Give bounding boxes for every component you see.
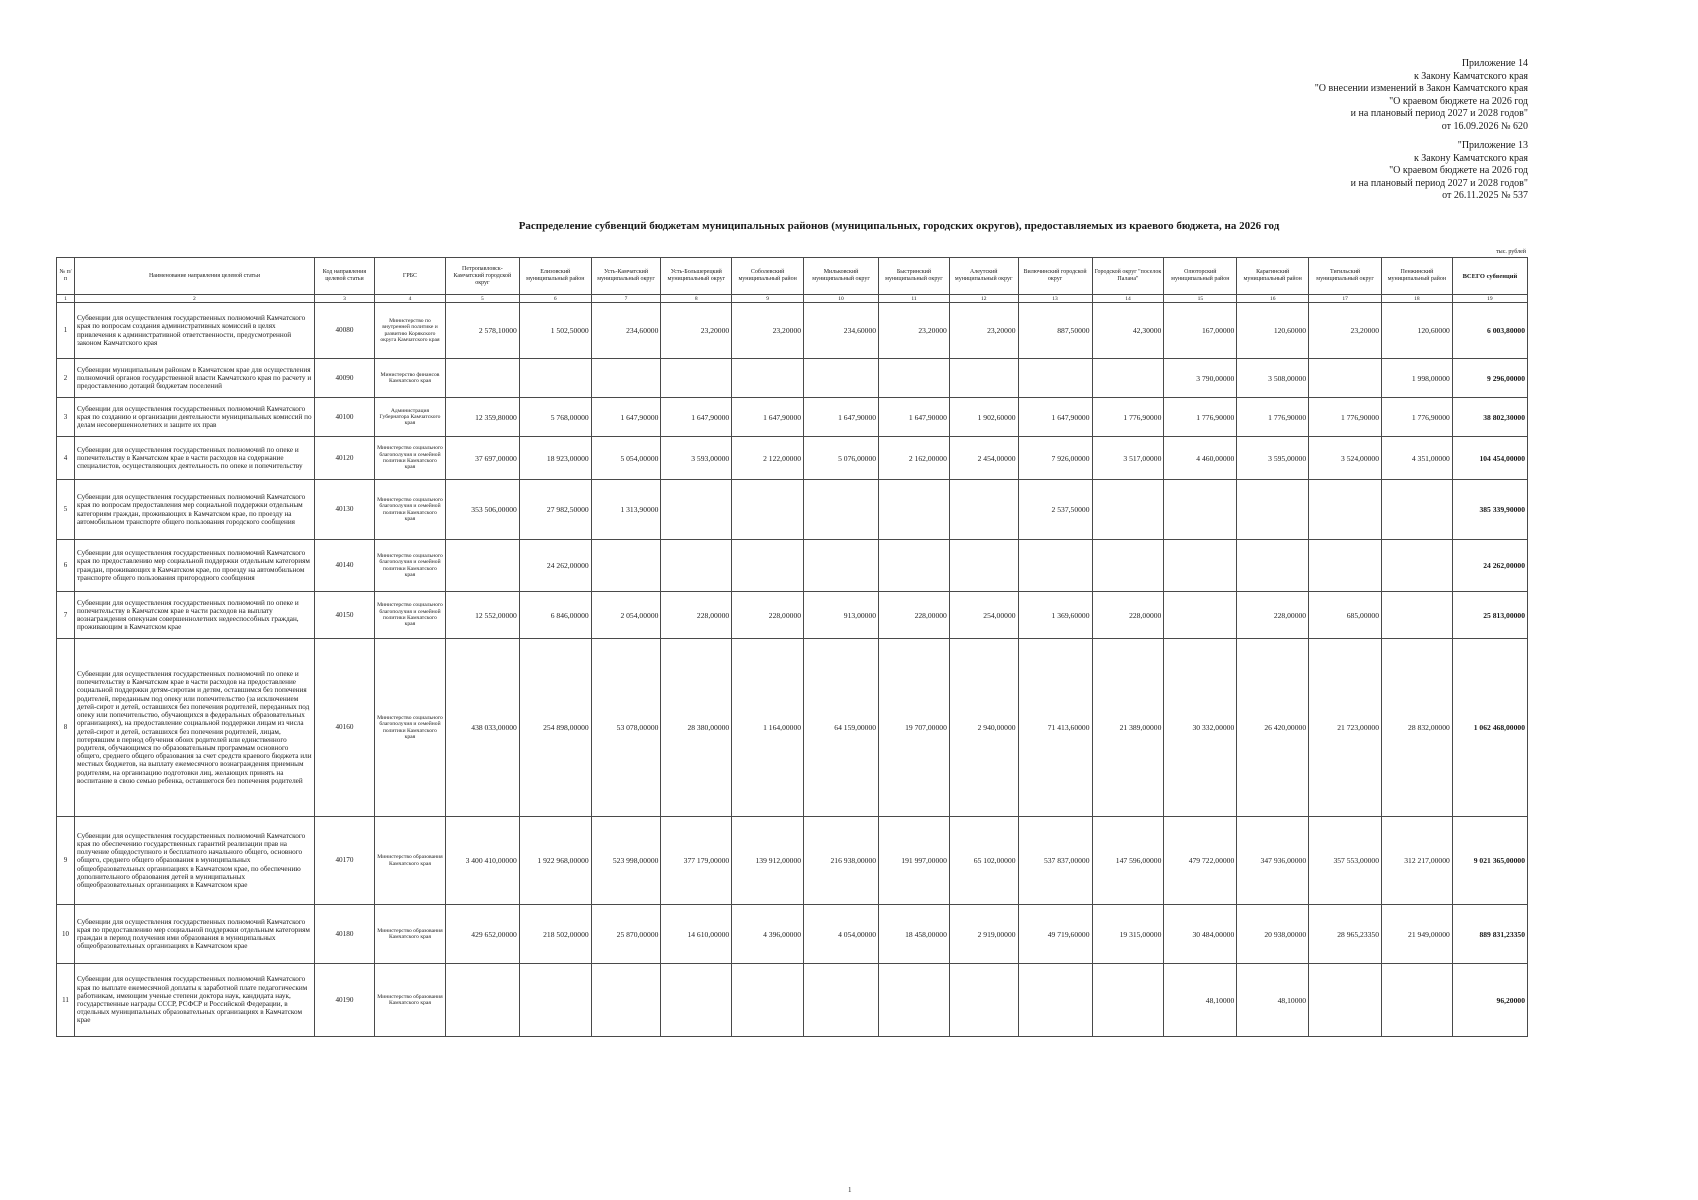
amount-cell — [1092, 964, 1164, 1037]
amount-cell — [1092, 480, 1164, 540]
amount-cell — [1309, 480, 1382, 540]
amount-cell: 1 776,90000 — [1309, 398, 1382, 437]
amount-cell: 48,10000 — [1237, 964, 1309, 1037]
amount-cell: 1 776,90000 — [1382, 398, 1453, 437]
column-number: 8 — [661, 295, 732, 303]
article-name-cell: Субвенции для осуществления государственных полномочий по опеке и попечительству в Камчатском крае в части расходов на содержание специалистов, осуществляющих деятельность по опеке и попечительству — [74, 437, 314, 480]
column-header: ГРБС — [375, 258, 446, 295]
article-code-cell: 40140 — [314, 540, 374, 592]
amount-cell: 913,00000 — [804, 592, 879, 639]
header-line: Приложение 14 — [1461, 58, 1528, 69]
row-number-cell: 6 — [57, 540, 75, 592]
amount-cell: 1 776,90000 — [1092, 398, 1164, 437]
article-name-cell: Субвенции для осуществления государственных полномочий Камчатского края по обеспечению государственных гарантий реализации прав на получение общедоступного и бесплатного начального общего, основного общего, среднего общего образования в муниципальных общеобразовательных организациях в Камчатском крае, по обеспечению дополнительного образования детей в муниципальных общеобразовательных организациях в Камчатском крае — [74, 817, 314, 905]
amount-cell — [1382, 480, 1453, 540]
amount-cell: 3 524,00000 — [1309, 437, 1382, 480]
amount-cell: 1 164,00000 — [732, 639, 804, 817]
amount-cell: 65 102,00000 — [949, 817, 1018, 905]
amount-cell: 2 122,00000 — [732, 437, 804, 480]
amount-cell: 1 647,90000 — [879, 398, 950, 437]
amount-cell: 4 396,00000 — [732, 905, 804, 964]
amount-cell: 21 949,00000 — [1382, 905, 1453, 964]
column-header: Мильковский муниципальный округ — [804, 258, 879, 295]
table-body — [57, 303, 1528, 1037]
amount-cell: 1 776,90000 — [1164, 398, 1237, 437]
header-line: "О краевом бюджете на 2026 год — [1389, 95, 1528, 107]
amount-cell: 19 707,00000 — [879, 639, 950, 817]
amount-cell — [949, 480, 1018, 540]
header-line: от 26.11.2025 № 537 — [1442, 190, 1528, 202]
amount-cell: 234,60000 — [591, 303, 661, 359]
amount-cell: 1 313,90000 — [591, 480, 661, 540]
article-name-cell: Субвенции для осуществления государственных полномочий Камчатского края по вопросам предоставления мер социальной поддержки отдельным категориям граждан, проживающих в Камчатском крае, по проезду на автомобильном транспорте общего пользования городского сообщения — [74, 480, 314, 540]
column-number: 7 — [591, 295, 661, 303]
amount-cell: 20 938,00000 — [1237, 905, 1309, 964]
article-name-cell: Субвенции для осуществления государственных полномочий Камчатского края по предоставлению мер социальной поддержки отдельным категориям граждан, проживающих в Камчатском крае, по проезду на автомобильном транспорте общего пользования пригородного сообщения — [74, 540, 314, 592]
amount-cell: 3 517,00000 — [1092, 437, 1164, 480]
row-number-cell: 2 — [57, 359, 75, 398]
amount-cell — [732, 540, 804, 592]
amount-cell: 1 369,60000 — [1018, 592, 1092, 639]
amount-cell: 4 460,00000 — [1164, 437, 1237, 480]
column-number: 9 — [732, 295, 804, 303]
amount-cell: 254,00000 — [949, 592, 1018, 639]
amount-cell — [879, 359, 950, 398]
table-row — [57, 480, 1528, 540]
amount-cell — [804, 359, 879, 398]
amount-cell: 37 697,00000 — [445, 437, 519, 480]
amount-cell — [519, 964, 591, 1037]
column-number: 1 — [57, 295, 75, 303]
original-law-header — [1351, 140, 1528, 203]
amount-cell: 228,00000 — [1237, 592, 1309, 639]
amount-cell: 429 652,00000 — [445, 905, 519, 964]
total-cell: 9 021 365,00000 — [1452, 817, 1527, 905]
amount-cell — [661, 964, 732, 1037]
grbs-cell: Министерство социального благополучия и семейной политики Камчатского края — [375, 437, 446, 480]
header-line: "О краевом бюджете на 2026 год — [1389, 165, 1528, 177]
table-row — [57, 905, 1528, 964]
column-number: 2 — [74, 295, 314, 303]
column-number: 13 — [1018, 295, 1092, 303]
row-number-cell: 9 — [57, 817, 75, 905]
amount-cell — [949, 359, 1018, 398]
amount-cell: 23,20000 — [732, 303, 804, 359]
amount-cell: 12 552,00000 — [445, 592, 519, 639]
amount-cell — [1237, 540, 1309, 592]
column-header-row — [57, 258, 1528, 295]
amount-cell — [732, 964, 804, 1037]
amount-cell: 24 262,00000 — [519, 540, 591, 592]
column-header: Карагинский муниципальный район — [1237, 258, 1309, 295]
amount-cell: 1 998,00000 — [1382, 359, 1453, 398]
amount-cell — [879, 540, 950, 592]
column-header: Елизовский муниципальный район — [519, 258, 591, 295]
amount-cell — [445, 359, 519, 398]
amount-cell: 228,00000 — [879, 592, 950, 639]
total-cell: 24 262,00000 — [1452, 540, 1527, 592]
amount-cell: 30 332,00000 — [1164, 639, 1237, 817]
amount-cell — [661, 540, 732, 592]
amount-cell: 228,00000 — [1092, 592, 1164, 639]
total-cell: 385 339,90000 — [1452, 480, 1527, 540]
article-name-cell: Субвенции для осуществления государственных полномочий по опеке и попечительству в Камчатском крае в части расходов на выплату вознаграждения опекунам совершеннолетних недееспособных граждан, проживающим в Камчатском крае — [74, 592, 314, 639]
amount-cell: 2 162,00000 — [879, 437, 950, 480]
amount-cell: 18 458,00000 — [879, 905, 950, 964]
amount-cell: 147 596,00000 — [1092, 817, 1164, 905]
amount-cell: 28 832,00000 — [1382, 639, 1453, 817]
column-number: 11 — [879, 295, 950, 303]
total-cell: 104 454,00000 — [1452, 437, 1527, 480]
amount-cell: 685,00000 — [1309, 592, 1382, 639]
amount-cell — [1164, 480, 1237, 540]
column-header: Усть-Большерецкий муниципальный округ — [661, 258, 732, 295]
amount-cell: 5 076,00000 — [804, 437, 879, 480]
amount-cell: 887,50000 — [1018, 303, 1092, 359]
total-cell: 889 831,23350 — [1452, 905, 1527, 964]
article-name-cell: Субвенции для осуществления государственных полномочий Камчатского края по вопросам создания административных комиссий в целях привлечения к административной ответственности, предусмотренной законом Камчатского края — [74, 303, 314, 359]
amount-cell — [591, 540, 661, 592]
amount-cell: 3 790,00000 — [1164, 359, 1237, 398]
amount-cell — [1092, 359, 1164, 398]
amount-cell — [445, 540, 519, 592]
header-line: и на плановый период 2027 и 2028 годов" — [1350, 177, 1528, 189]
amount-cell: 1 647,90000 — [591, 398, 661, 437]
column-header: Городской округ "поселок Палана" — [1092, 258, 1164, 295]
grbs-cell: Министерство образования Камчатского края — [375, 905, 446, 964]
amount-cell: 5 054,00000 — [591, 437, 661, 480]
amount-cell: 53 078,00000 — [591, 639, 661, 817]
amount-cell: 25 870,00000 — [591, 905, 661, 964]
grbs-cell: Министерство социального благополучия и семейной политики Камчатского края — [375, 540, 446, 592]
grbs-cell: Министерство образования Камчатского края — [375, 817, 446, 905]
column-header: № п/п — [57, 258, 75, 295]
grbs-cell: Администрация Губернатора Камчатского края — [375, 398, 446, 437]
article-code-cell: 40180 — [314, 905, 374, 964]
amount-cell: 3 595,00000 — [1237, 437, 1309, 480]
column-header: Тигильский муниципальный округ — [1309, 258, 1382, 295]
column-number: 3 — [314, 295, 374, 303]
amount-cell: 3 508,00000 — [1237, 359, 1309, 398]
amount-cell: 523 998,00000 — [591, 817, 661, 905]
article-code-cell: 40100 — [314, 398, 374, 437]
amount-cell: 2 919,00000 — [949, 905, 1018, 964]
amount-cell: 23,20000 — [949, 303, 1018, 359]
amount-cell: 42,30000 — [1092, 303, 1164, 359]
row-number-cell: 3 — [57, 398, 75, 437]
amount-cell — [949, 964, 1018, 1037]
column-number: 4 — [375, 295, 446, 303]
grbs-cell: Министерство по внутренней политике и развитию Корякского округа Камчатского края — [375, 303, 446, 359]
amount-cell: 2 537,50000 — [1018, 480, 1092, 540]
amount-cell — [1382, 540, 1453, 592]
amount-cell: 5 768,00000 — [519, 398, 591, 437]
row-number-cell: 4 — [57, 437, 75, 480]
column-number: 18 — [1382, 295, 1453, 303]
grbs-cell: Министерство социального благополучия и семейной политики Камчатского края — [375, 639, 446, 817]
amount-cell — [1018, 964, 1092, 1037]
amount-cell: 438 033,00000 — [445, 639, 519, 817]
column-number: 6 — [519, 295, 591, 303]
amount-cell: 23,20000 — [879, 303, 950, 359]
amount-cell: 1 647,90000 — [1018, 398, 1092, 437]
amount-cell: 2 940,00000 — [949, 639, 1018, 817]
amount-cell: 537 837,00000 — [1018, 817, 1092, 905]
header-line: от 16.09.2026 № 620 — [1441, 120, 1528, 132]
amount-cell: 1 922 968,00000 — [519, 817, 591, 905]
amount-cell: 120,60000 — [1237, 303, 1309, 359]
amount-cell: 1 647,90000 — [732, 398, 804, 437]
column-number-row — [57, 295, 1528, 303]
table-row — [57, 359, 1528, 398]
amount-cell — [879, 480, 950, 540]
amount-cell — [1309, 359, 1382, 398]
amount-cell: 30 484,00000 — [1164, 905, 1237, 964]
amount-cell: 479 722,00000 — [1164, 817, 1237, 905]
article-code-cell: 40170 — [314, 817, 374, 905]
amount-cell: 3 400 410,00000 — [445, 817, 519, 905]
amount-cell: 353 506,00000 — [445, 480, 519, 540]
column-header: Вилючинский городской округ — [1018, 258, 1092, 295]
column-header: Алеутский муниципальный округ — [949, 258, 1018, 295]
amount-cell: 377 179,00000 — [661, 817, 732, 905]
table-row — [57, 592, 1528, 639]
amount-cell — [519, 359, 591, 398]
column-number: 12 — [949, 295, 1018, 303]
amount-cell — [445, 964, 519, 1037]
amount-cell: 4 351,00000 — [1382, 437, 1453, 480]
total-cell: 25 813,00000 — [1452, 592, 1527, 639]
amount-cell: 312 217,00000 — [1382, 817, 1453, 905]
column-number: 10 — [804, 295, 879, 303]
header-line: "О внесении изменений в Закон Камчатского края — [1314, 83, 1528, 95]
amount-cell: 71 413,60000 — [1018, 639, 1092, 817]
row-number-cell: 1 — [57, 303, 75, 359]
amount-cell — [1382, 592, 1453, 639]
column-header: Код направления целевой статьи — [314, 258, 374, 295]
total-cell: 6 003,80000 — [1452, 303, 1527, 359]
page-mark: 1 — [848, 1186, 852, 1194]
amount-cell: 21 389,00000 — [1092, 639, 1164, 817]
article-name-cell: Субвенции для осуществления государственных полномочий по опеке и попечительству в Камчатском крае в части расходов на предоставление социальной поддержки детям-сиротам и детям, оставшимся без попечения родителей, переданным под опеку или попечительство (за исключением детей-сирот и детей, оставшихся без попечения родителей, переданных под опеку или попечительство, обучающихся в федеральных образовательных организациях), на предоставление социальной поддержки лицам из числа детей-сирот и детей, оставшихся без попечения родителей, лицам, потерявшим в период обучения обоих родителей или единственного родителя, обучающимся по образовательным программам основного общего, среднего общего образования за счет средств краевого бюджета или местных бюджетов, на выплату ежемесячного вознаграждения приемным родителям, на организацию подготовки лиц, желающих принять на воспитание в свою семью ребенка, оставшегося без попечения родителей — [74, 639, 314, 817]
amount-cell — [949, 540, 1018, 592]
table-row — [57, 398, 1528, 437]
column-number: 17 — [1309, 295, 1382, 303]
amount-cell: 254 898,00000 — [519, 639, 591, 817]
amount-cell: 1 776,90000 — [1237, 398, 1309, 437]
column-number: 19 — [1452, 295, 1527, 303]
grbs-cell: Министерство социального благополучия и семейной политики Камчатского края — [375, 592, 446, 639]
header-line: "Приложение 13 — [1457, 140, 1528, 151]
amount-cell: 14 610,00000 — [661, 905, 732, 964]
column-number: 16 — [1237, 295, 1309, 303]
row-number-cell: 10 — [57, 905, 75, 964]
table-row — [57, 303, 1528, 359]
amount-cell: 357 553,00000 — [1309, 817, 1382, 905]
amount-cell: 19 315,00000 — [1092, 905, 1164, 964]
article-code-cell: 40090 — [314, 359, 374, 398]
amount-cell: 191 997,00000 — [879, 817, 950, 905]
amount-cell: 23,20000 — [1309, 303, 1382, 359]
column-number: 15 — [1164, 295, 1237, 303]
amount-cell: 228,00000 — [661, 592, 732, 639]
amount-cell: 167,00000 — [1164, 303, 1237, 359]
amount-cell: 7 926,00000 — [1018, 437, 1092, 480]
article-code-cell: 40120 — [314, 437, 374, 480]
amount-cell — [879, 964, 950, 1037]
amount-cell: 3 593,00000 — [661, 437, 732, 480]
amount-cell: 216 938,00000 — [804, 817, 879, 905]
column-number: 14 — [1092, 295, 1164, 303]
grbs-cell: Министерство образования Камчатского края — [375, 964, 446, 1037]
header-line: и на плановый период 2027 и 2028 годов" — [1350, 108, 1528, 120]
amount-cell: 1 902,60000 — [949, 398, 1018, 437]
total-cell: 9 296,00000 — [1452, 359, 1527, 398]
amount-cell: 49 719,60000 — [1018, 905, 1092, 964]
amount-cell: 2 454,00000 — [949, 437, 1018, 480]
column-header: Усть-Камчатский муниципальный округ — [591, 258, 661, 295]
article-name-cell: Субвенции для осуществления государственных полномочий Камчатского края по предоставлению мер социальной поддержки отдельным категориям граждан в период получения ими образования в муниципальных общеобразовательных организациях в Камчатском крае — [74, 905, 314, 964]
amendment-law-header — [1315, 58, 1528, 134]
column-header: ВСЕГО субвенций — [1452, 258, 1527, 295]
column-number: 5 — [445, 295, 519, 303]
amount-cell — [1092, 540, 1164, 592]
amount-cell — [1237, 480, 1309, 540]
row-number-cell: 11 — [57, 964, 75, 1037]
amount-cell: 28 380,00000 — [661, 639, 732, 817]
amount-cell: 1 647,90000 — [661, 398, 732, 437]
amount-cell — [661, 359, 732, 398]
amount-cell: 4 054,00000 — [804, 905, 879, 964]
amount-cell — [1018, 359, 1092, 398]
amount-cell: 2 054,00000 — [591, 592, 661, 639]
column-header: Соболевский муниципальный район — [732, 258, 804, 295]
amount-cell: 28 965,23350 — [1309, 905, 1382, 964]
amount-cell — [732, 359, 804, 398]
article-code-cell: 40080 — [314, 303, 374, 359]
total-cell: 96,20000 — [1452, 964, 1527, 1037]
amount-cell: 18 923,00000 — [519, 437, 591, 480]
amount-cell — [732, 480, 804, 540]
amount-cell: 228,00000 — [732, 592, 804, 639]
article-code-cell: 40150 — [314, 592, 374, 639]
table-row — [57, 964, 1528, 1037]
amount-cell: 23,20000 — [661, 303, 732, 359]
document-title: Распределение субвенций бюджетам муниципальных районов (муниципальных, городских округов), предоставляемых из краевого бюджета, на 2026 год — [518, 220, 1280, 232]
amount-cell — [1309, 964, 1382, 1037]
amount-cell: 48,10000 — [1164, 964, 1237, 1037]
amount-cell: 21 723,00000 — [1309, 639, 1382, 817]
column-header: Наименование направления целевой статьи — [74, 258, 314, 295]
amount-cell: 27 982,50000 — [519, 480, 591, 540]
grbs-cell: Министерство финансов Камчатского края — [375, 359, 446, 398]
unit-label: тыс. рублей — [1496, 249, 1526, 255]
table-row — [57, 437, 1528, 480]
row-number-cell: 7 — [57, 592, 75, 639]
amount-cell — [804, 480, 879, 540]
amount-cell — [591, 964, 661, 1037]
row-number-cell: 5 — [57, 480, 75, 540]
column-header: Петропавловск-Камчатский городской округ — [445, 258, 519, 295]
amount-cell — [1018, 540, 1092, 592]
amount-cell — [1164, 592, 1237, 639]
total-cell: 38 802,30000 — [1452, 398, 1527, 437]
amount-cell: 120,60000 — [1382, 303, 1453, 359]
column-header: Пенжинский муниципальный район — [1382, 258, 1453, 295]
amount-cell: 139 912,00000 — [732, 817, 804, 905]
amount-cell — [591, 359, 661, 398]
amount-cell: 2 578,10000 — [445, 303, 519, 359]
column-header: Быстринский муниципальный округ — [879, 258, 950, 295]
amount-cell: 26 420,00000 — [1237, 639, 1309, 817]
header-line: к Закону Камчатского края — [1413, 152, 1528, 164]
column-header: Олюторский муниципальный район — [1164, 258, 1237, 295]
amount-cell: 6 846,00000 — [519, 592, 591, 639]
amount-cell — [1309, 540, 1382, 592]
article-name-cell: Субвенции для осуществления государственных полномочий Камчатского края по выплате ежемесячной доплаты к заработной плате педагогическим работникам, имеющим ученые степени доктора наук, кандидата наук, государственные награды СССР, РСФСР и Российской Федерации, в отдельных муниципальных образовательных организациях в Камчатском крае — [74, 964, 314, 1037]
amount-cell: 218 502,00000 — [519, 905, 591, 964]
article-code-cell: 40130 — [314, 480, 374, 540]
amount-cell: 234,60000 — [804, 303, 879, 359]
amount-cell — [1382, 964, 1453, 1037]
grbs-cell: Министерство социального благополучия и семейной политики Камчатского края — [375, 480, 446, 540]
row-number-cell: 8 — [57, 639, 75, 817]
article-code-cell: 40190 — [314, 964, 374, 1037]
amount-cell: 64 159,00000 — [804, 639, 879, 817]
amount-cell: 1 647,90000 — [804, 398, 879, 437]
table-header — [57, 258, 1528, 303]
amount-cell — [804, 964, 879, 1037]
article-name-cell: Субвенции муниципальным районам в Камчатском крае для осуществления полномочий органов государственной власти Камчатского края по расчету и предоставлению дотаций бюджетам поселений — [74, 359, 314, 398]
amount-cell: 1 502,50000 — [519, 303, 591, 359]
article-code-cell: 40160 — [314, 639, 374, 817]
total-cell: 1 062 468,00000 — [1452, 639, 1527, 817]
subventions-table — [56, 257, 1528, 1037]
article-name-cell: Субвенции для осуществления государственных полномочий Камчатского края по созданию и организации деятельности муниципальных комиссий по делам несовершеннолетних и защите их прав — [74, 398, 314, 437]
table-row — [57, 540, 1528, 592]
header-line: к Закону Камчатского края — [1413, 70, 1528, 82]
table-row — [57, 817, 1528, 905]
amount-cell — [1164, 540, 1237, 592]
amount-cell — [661, 480, 732, 540]
amount-cell — [804, 540, 879, 592]
amount-cell: 12 359,80000 — [445, 398, 519, 437]
amount-cell: 347 936,00000 — [1237, 817, 1309, 905]
table-row — [57, 639, 1528, 817]
